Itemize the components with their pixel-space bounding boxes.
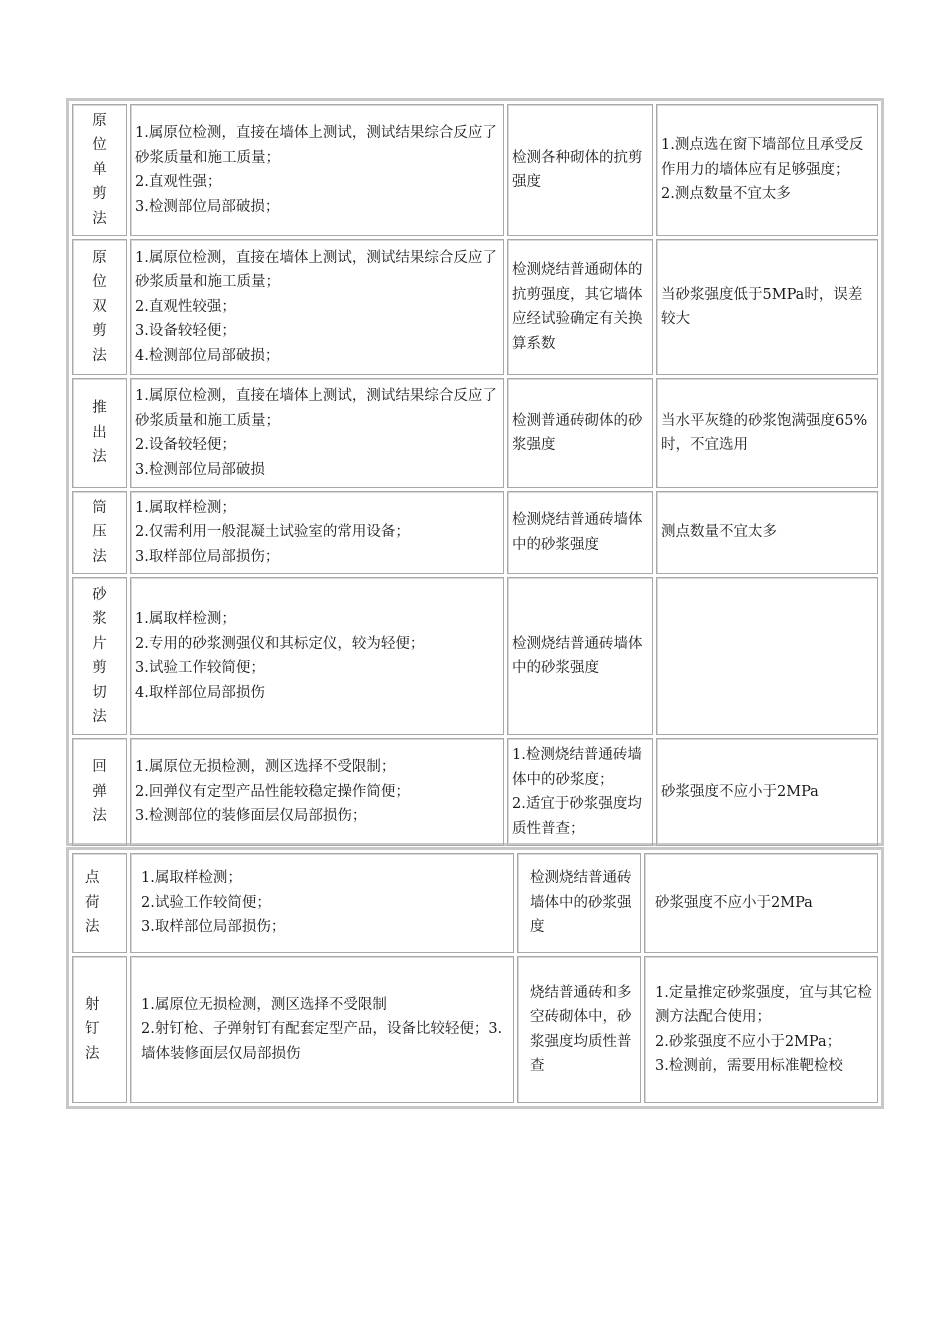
feature-line: 2.设备较轻便； bbox=[135, 437, 236, 453]
scope-line: 检测普通砖砌体的砂浆强度 bbox=[512, 412, 643, 453]
features-cell bbox=[130, 239, 504, 375]
method-char: 筒 bbox=[92, 499, 107, 516]
method-char: 法 bbox=[92, 709, 107, 725]
limit-line: 当水平灰缝的砂浆饱满强度65%时，不宜选用 bbox=[661, 412, 868, 453]
method-char: 法 bbox=[85, 919, 100, 936]
method-char: 浆 bbox=[92, 611, 107, 627]
scope-cell bbox=[517, 853, 641, 953]
limits-cell bbox=[644, 853, 878, 953]
feature-line: 1.属原位检测，直接在墙体上测试，测试结果综合反应了砂浆质量和施工质量； bbox=[135, 249, 497, 291]
method-name-cell bbox=[72, 956, 127, 1103]
method-char: 出 bbox=[92, 424, 107, 441]
table-2 bbox=[69, 850, 881, 1106]
feature-line: 2.直观性强； bbox=[135, 174, 222, 190]
scope-cell bbox=[507, 491, 653, 574]
scope-cell bbox=[507, 738, 653, 846]
feature-line: 3.检测部位的装修面层仅局部损伤； bbox=[135, 808, 367, 825]
method-char: 原 bbox=[92, 249, 107, 266]
limits-cell bbox=[656, 491, 878, 574]
test-methods-table-1 bbox=[66, 98, 884, 846]
method-char: 剪 bbox=[92, 186, 107, 203]
feature-line: 3.检测部位局部破损； bbox=[135, 198, 280, 215]
limits-cell bbox=[644, 956, 878, 1103]
method-char: 法 bbox=[92, 347, 107, 364]
limits-cell bbox=[656, 738, 878, 846]
limits-cell bbox=[656, 577, 878, 735]
method-char: 法 bbox=[92, 808, 107, 825]
feature-line: 4.取样部位局部损伤 bbox=[135, 684, 265, 701]
method-char: 单 bbox=[92, 161, 107, 178]
scope-line: 检测各种砌体的抗剪强度 bbox=[512, 149, 643, 190]
method-char: 片 bbox=[92, 635, 107, 652]
method-name-cell bbox=[72, 378, 127, 488]
table-1 bbox=[69, 101, 881, 849]
scope-line: 检测烧结普通砖墙体中的砂浆强度 bbox=[512, 635, 643, 676]
limit-line: 砂浆强度不应小于2MPa bbox=[661, 783, 819, 800]
feature-line: 3.试验工作较简便； bbox=[135, 660, 265, 676]
limits-cell bbox=[656, 378, 878, 488]
method-char: 法 bbox=[92, 210, 107, 227]
scope-line: 检测烧结普通砖墙体中的砂浆强度 bbox=[512, 512, 643, 553]
method-char: 剪 bbox=[92, 323, 107, 340]
method-char: 法 bbox=[92, 449, 107, 466]
features-cell bbox=[130, 738, 504, 846]
method-char: 法 bbox=[85, 1045, 100, 1062]
table-row bbox=[72, 577, 878, 735]
limit-line: 1.测点选在窗下墙部位且承受反作用力的墙体应有足够强度； bbox=[661, 137, 864, 178]
feature-line: 3.取样部位局部损伤； bbox=[135, 548, 280, 565]
method-name-cell bbox=[72, 491, 127, 574]
method-name-cell bbox=[72, 853, 127, 953]
feature-line: 2.直观性较强； bbox=[135, 298, 236, 315]
features-cell bbox=[130, 104, 504, 236]
table-row bbox=[72, 378, 878, 488]
features-cell bbox=[130, 956, 514, 1103]
table-row bbox=[72, 239, 878, 375]
method-name-cell bbox=[72, 577, 127, 735]
scope-cell bbox=[517, 956, 641, 1103]
feature-line: 3.取样部位局部损伤； bbox=[141, 919, 286, 936]
method-char: 点 bbox=[85, 870, 100, 887]
table-row bbox=[72, 491, 878, 574]
feature-line: 3.检测部位局部破损 bbox=[135, 461, 265, 478]
limit-line: 砂浆强度不应小于2MPa bbox=[655, 894, 813, 911]
scope-cell bbox=[507, 239, 653, 375]
limits-cell bbox=[656, 104, 878, 236]
feature-line: 2.专用的砂浆测强仪和其标定仪，较为轻便； bbox=[135, 635, 425, 652]
feature-line: 2.射钉枪、子弹射钉有配套定型产品，设备比较轻便；3.墙体装修面层仅局部损伤 bbox=[141, 1021, 503, 1062]
feature-line: 2.仅需利用一般混凝土试验室的常用设备； bbox=[135, 524, 410, 541]
method-char: 双 bbox=[92, 298, 107, 315]
scope-cell bbox=[507, 378, 653, 488]
limit-line: 3.检测前，需要用标准靶检校 bbox=[655, 1058, 843, 1074]
scope-line: 检测烧结普通砌体的抗剪强度，其它墙体应经试验确定有关换算系数 bbox=[512, 262, 643, 352]
feature-line: 1.属取样检测； bbox=[141, 870, 242, 887]
method-char: 钉 bbox=[85, 1021, 100, 1038]
method-char: 切 bbox=[92, 684, 107, 701]
feature-line: 1.属原位检测，直接在墙体上测试，测试结果综合反应了砂浆质量和施工质量； bbox=[135, 388, 497, 429]
method-char: 弹 bbox=[92, 783, 107, 800]
limit-line: 当砂浆强度低于5MPa时，误差较大 bbox=[661, 286, 863, 327]
limit-line: 1.定量推定砂浆强度，宜与其它检测方法配合使用； bbox=[655, 984, 872, 1025]
method-name-cell bbox=[72, 738, 127, 846]
method-char: 原 bbox=[92, 112, 107, 129]
method-char: 荷 bbox=[85, 894, 100, 911]
table-row bbox=[72, 956, 878, 1103]
table-row bbox=[72, 738, 878, 846]
scope-line: 检测烧结普通砖墙体中的砂浆强度 bbox=[530, 870, 632, 936]
scope-cell bbox=[507, 577, 653, 735]
limit-line: 测点数量不宜太多 bbox=[661, 524, 777, 541]
feature-line: 4.检测部位局部破损； bbox=[135, 347, 280, 364]
test-methods-table-2 bbox=[66, 847, 884, 1109]
method-name-cell bbox=[72, 104, 127, 236]
method-name-cell bbox=[72, 239, 127, 375]
features-cell bbox=[130, 853, 514, 953]
feature-line: 1.属取样检测； bbox=[135, 499, 236, 516]
feature-line: 1.属取样检测； bbox=[135, 611, 236, 627]
feature-line: 2.试验工作较简便； bbox=[141, 894, 271, 911]
method-char: 剪 bbox=[92, 660, 107, 676]
method-char: 位 bbox=[92, 274, 107, 291]
feature-line: 2.回弹仪有定型产品性能较稳定操作简便； bbox=[135, 783, 410, 800]
scope-line: 2.适宜于砂浆强度均质性普查； bbox=[512, 796, 642, 837]
scope-line: 1.检测烧结普通砖墙体中的砂浆度； bbox=[512, 747, 642, 788]
method-char: 位 bbox=[92, 137, 107, 154]
limits-cell bbox=[656, 239, 878, 375]
features-cell bbox=[130, 577, 504, 735]
table-row bbox=[72, 853, 878, 953]
method-char: 法 bbox=[92, 548, 107, 565]
limit-line: 2.砂浆强度不应小于2MPa； bbox=[655, 1033, 842, 1050]
feature-line: 1.属原位无损检测，测区选择不受限制； bbox=[135, 759, 396, 776]
limit-line: 2.测点数量不宜太多 bbox=[661, 186, 791, 203]
method-char: 推 bbox=[92, 400, 107, 417]
scope-line: 烧结普通砖和多空砖砌体中，砂浆强度均质性普查 bbox=[530, 984, 632, 1074]
method-char: 压 bbox=[92, 524, 107, 541]
scope-cell bbox=[507, 104, 653, 236]
table-row bbox=[72, 104, 878, 236]
feature-line: 1.属原位检测，直接在墙体上测试，测试结果综合反应了砂浆质量和施工质量； bbox=[135, 125, 497, 166]
features-cell bbox=[130, 491, 504, 574]
method-char: 回 bbox=[92, 759, 107, 776]
feature-line: 1.属原位无损检测，测区选择不受限制 bbox=[141, 996, 387, 1013]
feature-line: 3.设备较轻便； bbox=[135, 323, 236, 340]
method-char: 砂 bbox=[92, 586, 107, 603]
method-char: 射 bbox=[85, 996, 100, 1013]
features-cell bbox=[130, 378, 504, 488]
